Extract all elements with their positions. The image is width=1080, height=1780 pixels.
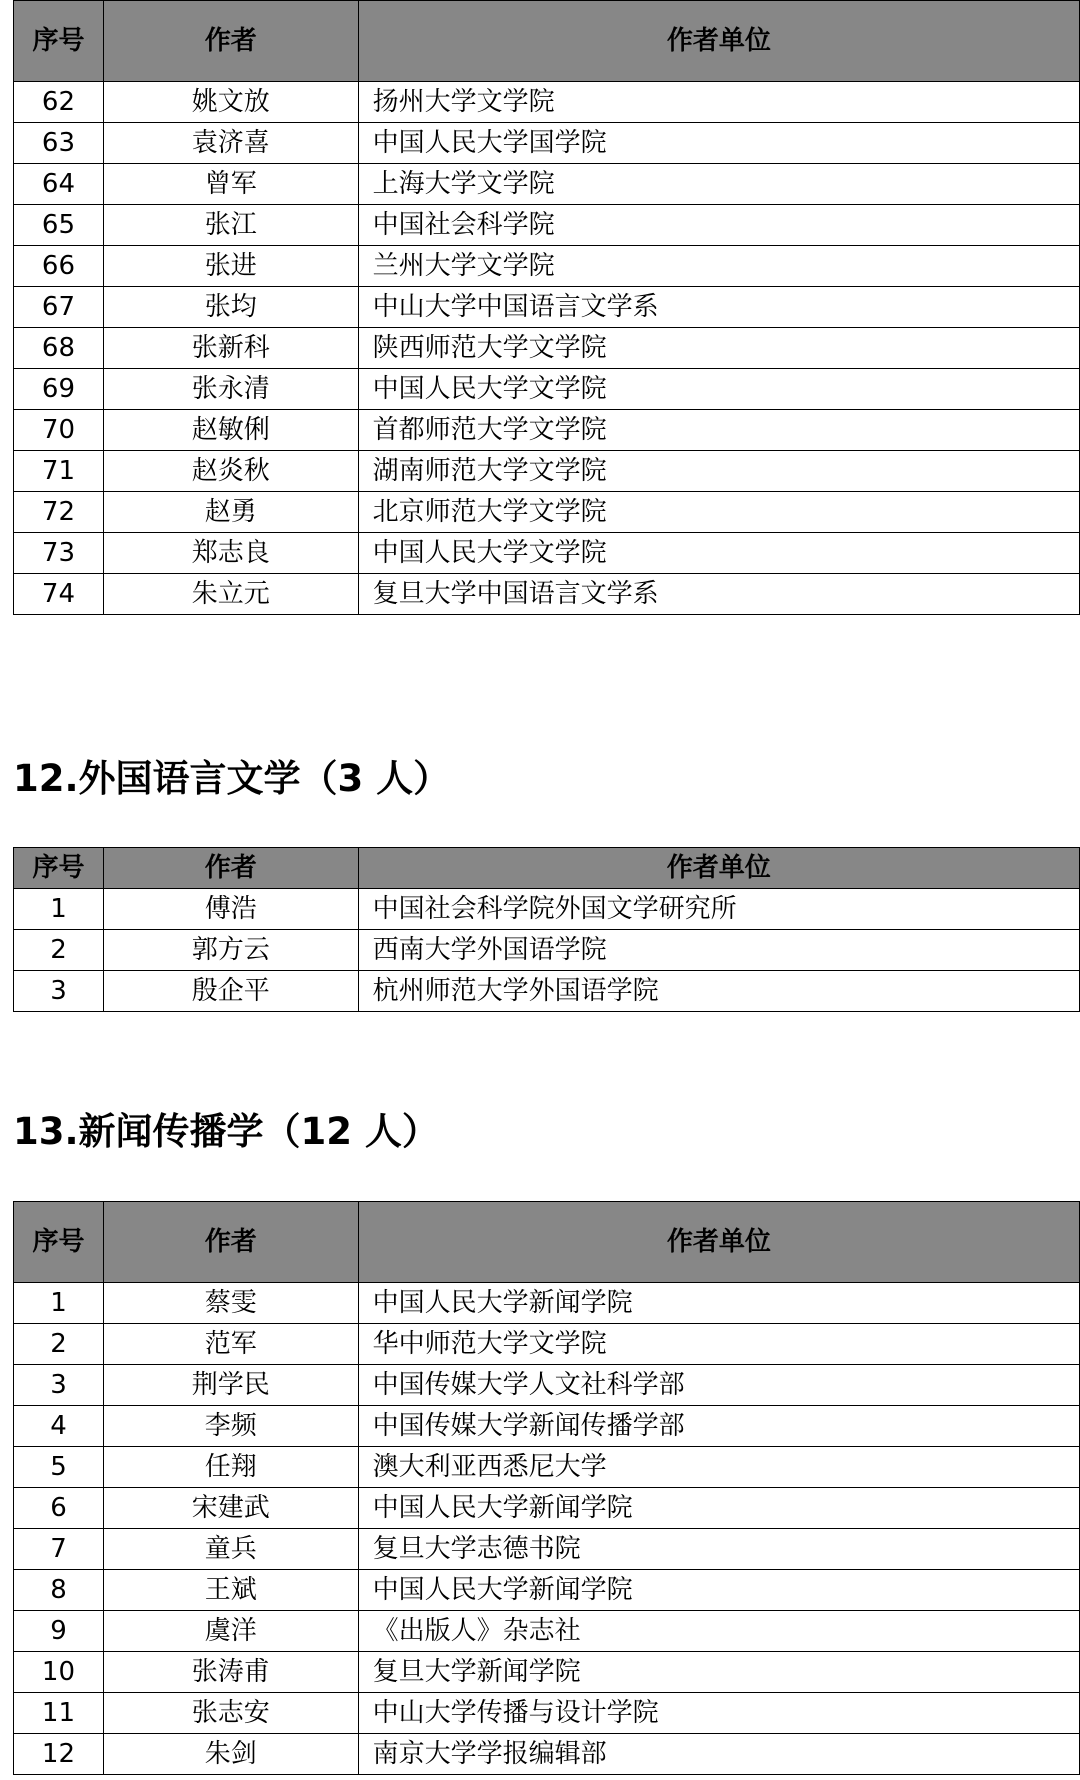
table-row	[14, 328, 1080, 369]
cell-unit: 陕西师范大学文学院	[358, 328, 1079, 369]
cell-num: 3	[14, 1365, 104, 1406]
author-table-journalism	[13, 1201, 1080, 1775]
cell-unit: 西南大学外国语学院	[358, 930, 1079, 971]
cell-author: 虞洋	[103, 1611, 358, 1652]
cell-unit: 中国传媒大学新闻传播学部	[358, 1406, 1079, 1447]
table-row	[14, 123, 1080, 164]
table-row	[14, 369, 1080, 410]
cell-author: 张永清	[103, 369, 358, 410]
cell-author: 蔡雯	[103, 1283, 358, 1324]
cell-unit: 中国人民大学国学院	[358, 123, 1079, 164]
table-header-row	[14, 848, 1080, 889]
column-header-author: 作者	[103, 1202, 358, 1283]
column-header-num: 序号	[14, 1202, 104, 1283]
table-row	[14, 410, 1080, 451]
cell-author: 李频	[103, 1406, 358, 1447]
cell-unit: 复旦大学中国语言文学系	[358, 574, 1079, 615]
cell-author: 张进	[103, 246, 358, 287]
cell-num: 8	[14, 1570, 104, 1611]
section-heading-foreign-literature: 12.外国语言文学（3 人）	[13, 757, 451, 800]
table-row	[14, 205, 1080, 246]
author-table-foreign-literature	[13, 847, 1080, 1012]
cell-unit: 澳大利亚西悉尼大学	[358, 1447, 1079, 1488]
cell-author: 姚文放	[103, 82, 358, 123]
cell-unit: 中国人民大学新闻学院	[358, 1570, 1079, 1611]
cell-unit: 中国人民大学新闻学院	[358, 1488, 1079, 1529]
cell-num: 4	[14, 1406, 104, 1447]
table-row	[14, 246, 1080, 287]
table-row	[14, 1488, 1080, 1529]
cell-unit: 首都师范大学文学院	[358, 410, 1079, 451]
table-row	[14, 1324, 1080, 1365]
cell-author: 张涛甫	[103, 1652, 358, 1693]
cell-num: 62	[14, 82, 104, 123]
table-row	[14, 930, 1080, 971]
cell-num: 69	[14, 369, 104, 410]
cell-num: 5	[14, 1447, 104, 1488]
cell-num: 67	[14, 287, 104, 328]
column-header-unit: 作者单位	[358, 1202, 1079, 1283]
cell-author: 赵炎秋	[103, 451, 358, 492]
table-row	[14, 1365, 1080, 1406]
section-heading-journalism: 13.新闻传播学（12 人）	[13, 1110, 439, 1153]
cell-num: 9	[14, 1611, 104, 1652]
table-row	[14, 971, 1080, 1012]
cell-unit: 中国传媒大学人文社科学部	[358, 1365, 1079, 1406]
cell-unit: 湖南师范大学文学院	[358, 451, 1079, 492]
cell-author: 赵敏俐	[103, 410, 358, 451]
cell-num: 74	[14, 574, 104, 615]
cell-unit: 《出版人》杂志社	[358, 1611, 1079, 1652]
cell-num: 66	[14, 246, 104, 287]
cell-num: 70	[14, 410, 104, 451]
cell-author: 傅浩	[103, 889, 358, 930]
cell-unit: 华中师范大学文学院	[358, 1324, 1079, 1365]
column-header-num: 序号	[14, 1, 104, 82]
cell-author: 范军	[103, 1324, 358, 1365]
table-row	[14, 451, 1080, 492]
cell-author: 朱立元	[103, 574, 358, 615]
cell-unit: 上海大学文学院	[358, 164, 1079, 205]
table-row	[14, 1529, 1080, 1570]
cell-author: 朱剑	[103, 1734, 358, 1775]
column-header-author: 作者	[103, 848, 358, 889]
cell-num: 2	[14, 930, 104, 971]
table-row	[14, 1570, 1080, 1611]
cell-unit: 北京师范大学文学院	[358, 492, 1079, 533]
cell-num: 63	[14, 123, 104, 164]
table-row	[14, 82, 1080, 123]
table-row	[14, 1734, 1080, 1775]
cell-unit: 复旦大学新闻学院	[358, 1652, 1079, 1693]
cell-num: 71	[14, 451, 104, 492]
cell-unit: 中国人民大学新闻学院	[358, 1283, 1079, 1324]
cell-author: 王斌	[103, 1570, 358, 1611]
cell-num: 72	[14, 492, 104, 533]
cell-unit: 中山大学中国语言文学系	[358, 287, 1079, 328]
table-row	[14, 574, 1080, 615]
cell-unit: 中国社会科学院	[358, 205, 1079, 246]
cell-author: 童兵	[103, 1529, 358, 1570]
cell-unit: 中国人民大学文学院	[358, 533, 1079, 574]
cell-unit: 南京大学学报编辑部	[358, 1734, 1079, 1775]
cell-author: 殷企平	[103, 971, 358, 1012]
table-row	[14, 889, 1080, 930]
cell-author: 袁济喜	[103, 123, 358, 164]
cell-unit: 杭州师范大学外国语学院	[358, 971, 1079, 1012]
table-row	[14, 1447, 1080, 1488]
cell-author: 张江	[103, 205, 358, 246]
cell-author: 荆学民	[103, 1365, 358, 1406]
cell-num: 10	[14, 1652, 104, 1693]
table-row	[14, 1693, 1080, 1734]
cell-author: 曾军	[103, 164, 358, 205]
cell-num: 3	[14, 971, 104, 1012]
column-header-author: 作者	[103, 1, 358, 82]
cell-author: 郑志良	[103, 533, 358, 574]
table-row	[14, 533, 1080, 574]
cell-unit: 中山大学传播与设计学院	[358, 1693, 1079, 1734]
cell-num: 1	[14, 889, 104, 930]
cell-num: 11	[14, 1693, 104, 1734]
cell-author: 张新科	[103, 328, 358, 369]
cell-author: 宋建武	[103, 1488, 358, 1529]
table-row	[14, 1611, 1080, 1652]
cell-num: 73	[14, 533, 104, 574]
cell-num: 65	[14, 205, 104, 246]
cell-author: 郭方云	[103, 930, 358, 971]
cell-author: 张均	[103, 287, 358, 328]
cell-author: 任翔	[103, 1447, 358, 1488]
author-table-literature	[13, 0, 1080, 615]
cell-unit: 兰州大学文学院	[358, 246, 1079, 287]
table-header-row	[14, 1, 1080, 82]
cell-unit: 扬州大学文学院	[358, 82, 1079, 123]
cell-unit: 中国社会科学院外国文学研究所	[358, 889, 1079, 930]
cell-num: 2	[14, 1324, 104, 1365]
cell-num: 12	[14, 1734, 104, 1775]
cell-num: 64	[14, 164, 104, 205]
cell-num: 68	[14, 328, 104, 369]
table-row	[14, 1406, 1080, 1447]
cell-num: 1	[14, 1283, 104, 1324]
cell-num: 6	[14, 1488, 104, 1529]
cell-unit: 中国人民大学文学院	[358, 369, 1079, 410]
column-header-unit: 作者单位	[358, 1, 1079, 82]
column-header-num: 序号	[14, 848, 104, 889]
cell-num: 7	[14, 1529, 104, 1570]
table-header-row	[14, 1202, 1080, 1283]
cell-unit: 复旦大学志德书院	[358, 1529, 1079, 1570]
column-header-unit: 作者单位	[358, 848, 1079, 889]
table-row	[14, 164, 1080, 205]
table-row	[14, 287, 1080, 328]
table-row	[14, 1652, 1080, 1693]
cell-author: 张志安	[103, 1693, 358, 1734]
table-row	[14, 492, 1080, 533]
table-row	[14, 1283, 1080, 1324]
cell-author: 赵勇	[103, 492, 358, 533]
